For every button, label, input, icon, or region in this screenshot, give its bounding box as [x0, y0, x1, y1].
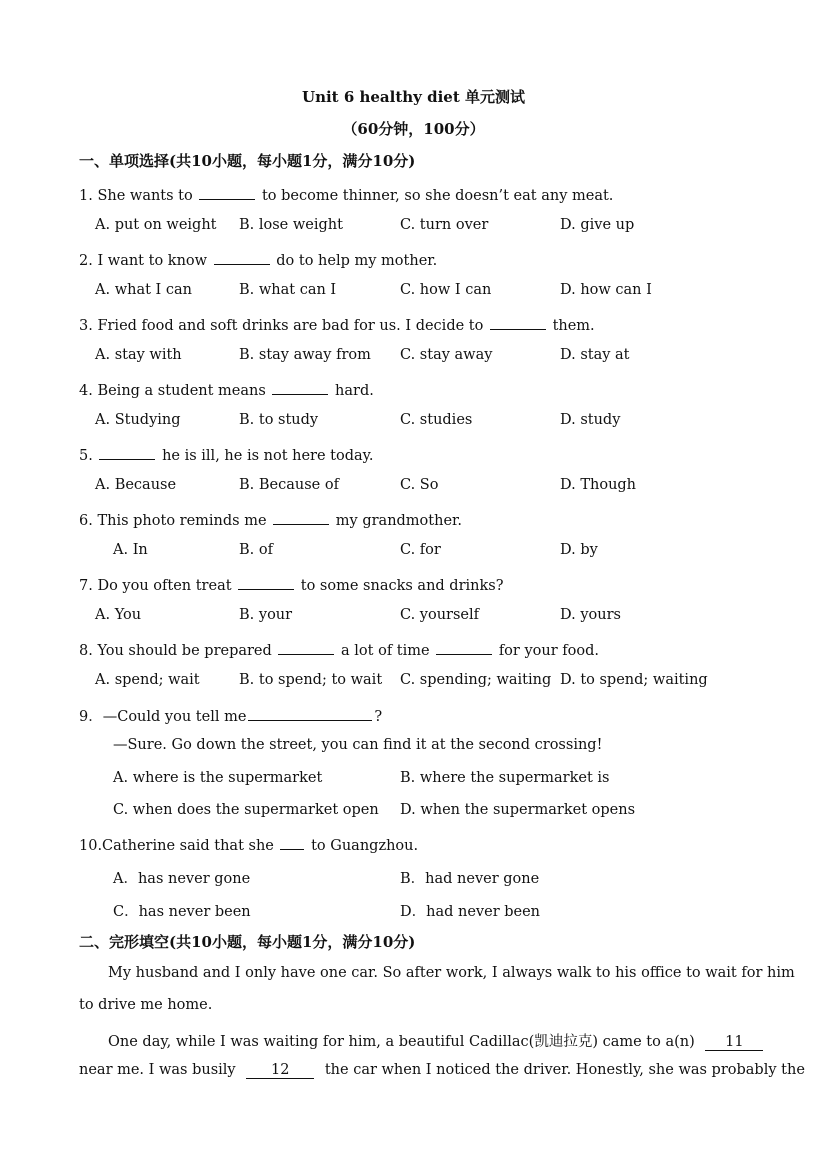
answer-blank [214, 250, 270, 265]
option-b: B. to spend; to wait [239, 672, 383, 688]
answer-blank [238, 575, 294, 590]
question-9 [79, 705, 382, 726]
option-b: B. Because of [239, 477, 339, 493]
question-6-text-pre: 6. This photo reminds me [79, 513, 267, 529]
section-1-heading: 一、单项选择(共10小题，每小题1分，满分10分) [79, 152, 416, 170]
option-c: C. spending; waiting [400, 672, 552, 688]
option-b: B．had never gone [400, 871, 540, 887]
question-8-text-pre: 8. You should be prepared [79, 643, 272, 659]
question-8-text-post: for your food. [498, 643, 599, 659]
option-c: C. when does the supermarket open [113, 802, 379, 818]
option-a: A. put on weight [95, 217, 217, 233]
passage-line-text: near me. I was busily [79, 1062, 236, 1078]
option-a: A. stay with [95, 347, 182, 363]
option-b: B. to study [239, 412, 319, 428]
question-9-text-pre: 9．—Could you tell me [79, 709, 247, 725]
option-b: B. lose weight [239, 217, 343, 233]
option-c: C. turn over [400, 217, 489, 233]
question-4-text-post: hard. [335, 383, 374, 399]
option-d: D．had never been [400, 904, 541, 920]
option-c: C. stay away [400, 347, 493, 363]
option-a: A．has never gone [113, 871, 251, 887]
option-d: D. Though [560, 477, 637, 493]
question-1-text-pre: 1. She wants to [79, 188, 193, 204]
answer-blank [248, 706, 372, 721]
option-d: D. study [560, 412, 621, 428]
option-c: C．has never been [113, 904, 251, 920]
option-b: B. your [239, 607, 293, 623]
question-2-text-post: do to help my mother. [276, 253, 438, 269]
option-c: C. yourself [400, 607, 480, 623]
question-10 [79, 835, 418, 854]
question-7-text-pre: 7. Do you often treat [79, 578, 232, 594]
question-6 [79, 510, 462, 529]
option-d: D. yours [560, 607, 621, 623]
question-5 [79, 445, 374, 464]
option-a: A. You [95, 607, 142, 623]
answer-blank [278, 640, 334, 655]
question-10-text-pre: 10.Catherine said that she [79, 838, 274, 854]
option-b: B. stay away from [239, 347, 371, 363]
question-3 [79, 315, 595, 334]
option-d: D. to spend; waiting [560, 672, 708, 688]
option-c: C. studies [400, 412, 473, 428]
cloze-blank-12: 12 [246, 1062, 314, 1079]
question-7-text-post: to some snacks and drinks? [300, 578, 504, 594]
option-a: A. In [113, 542, 148, 558]
option-b: B. of [239, 542, 273, 558]
option-a: A. Studying [95, 412, 181, 428]
question-2 [79, 250, 437, 269]
question-4-text-pre: 4. Being a student means [79, 383, 266, 399]
passage-line [79, 1062, 805, 1079]
question-2-text-pre: 2. I want to know [79, 253, 208, 269]
question-6-text-post: my grandmother. [335, 513, 462, 529]
passage-line-text: the car when I noticed the driver. Honestly, she was probably the [324, 1062, 805, 1078]
answer-blank [99, 445, 155, 460]
question-5-text-post: he is ill, he is not here today. [162, 448, 374, 464]
option-a: A. what I can [95, 282, 192, 298]
passage-line: My husband and I only have one car. So after work, I always walk to his office to wait for him [108, 965, 795, 981]
question-3-text-post: them. [552, 318, 595, 334]
option-d: D. how can I [560, 282, 652, 298]
option-d: D. when the supermarket opens [400, 802, 636, 818]
answer-blank [199, 185, 255, 200]
passage-line-text: One day, while I was waiting for him, a beautiful Cadillac(凯迪拉克) came to a(n) [108, 1034, 695, 1050]
option-d: D. by [560, 542, 598, 558]
question-1-text-post: to become thinner, so she doesn’t eat any meat. [261, 188, 614, 204]
option-c: C. for [400, 542, 441, 558]
question-8-text-mid: a lot of time [341, 643, 430, 659]
cloze-blank-11: 11 [705, 1034, 763, 1051]
document-title: Unit 6 healthy diet 单元测试 [301, 88, 525, 106]
option-b: B. where the supermarket is [400, 770, 610, 786]
question-8 [79, 640, 599, 659]
option-c: C. So [400, 477, 439, 493]
question-5-text-pre: 5. [79, 448, 93, 464]
document-subtitle: （60分钟，100分） [342, 120, 485, 138]
option-b: B. what can I [239, 282, 337, 298]
question-10-text-post: to Guangzhou. [311, 838, 419, 854]
question-9-text-post: ? [374, 709, 383, 725]
option-c: C. how I can [400, 282, 492, 298]
passage-line: to drive me home. [79, 997, 213, 1013]
option-d: D. give up [560, 217, 635, 233]
answer-blank [436, 640, 492, 655]
option-d: D. stay at [560, 347, 630, 363]
option-a: A. spend; wait [95, 672, 200, 688]
question-7 [79, 575, 504, 594]
answer-blank [273, 510, 329, 525]
answer-blank [490, 315, 546, 330]
answer-blank [280, 835, 304, 850]
question-9-reply: —Sure. Go down the street, you can find it at the second crossing! [113, 737, 603, 753]
question-1 [79, 185, 613, 204]
answer-blank [272, 380, 328, 395]
passage-line [108, 1030, 780, 1051]
section-2-heading: 二、完形填空(共10小题，每小题1分，满分10分) [79, 933, 416, 951]
question-3-text-pre: 3. Fried food and soft drinks are bad for us. I decide to [79, 318, 484, 334]
option-a: A. Because [95, 477, 177, 493]
option-a: A. where is the supermarket [113, 770, 323, 786]
question-4 [79, 380, 374, 399]
